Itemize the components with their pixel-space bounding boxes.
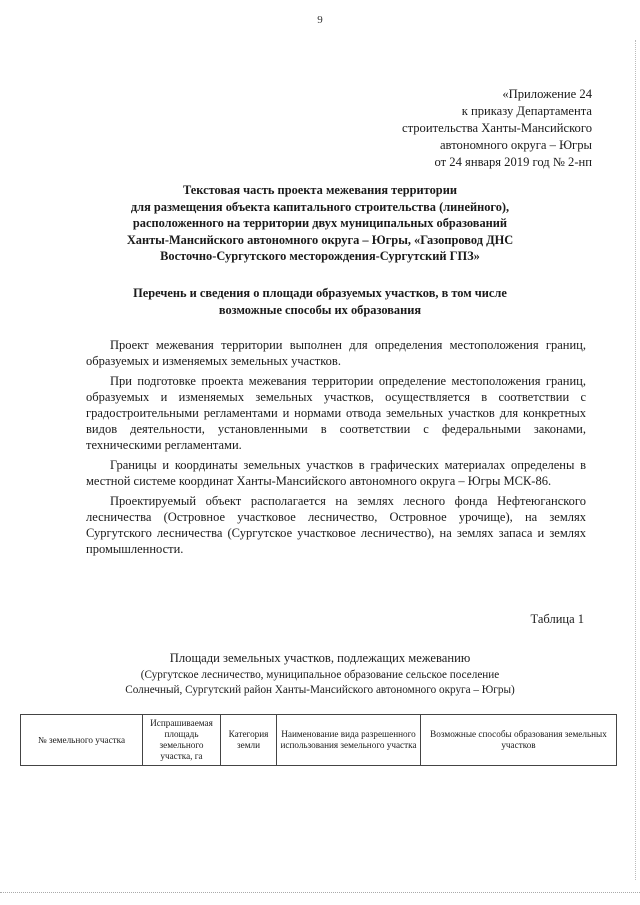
table-note-line: (Сургутское лесничество, муниципальное образование сельское поселение	[140, 669, 500, 681]
header-requested-area: Испрашиваемая площадь земельного участка, га	[143, 715, 221, 766]
table-note-line: Солнечный, Сургутский район Ханты-Мансийского автономного округа – Югры)	[125, 683, 515, 696]
heading-line: Перечень и сведения о площади образуемых участков, в том числе	[133, 286, 507, 300]
table-header-row	[21, 715, 617, 766]
body-text	[86, 337, 586, 561]
appendix-line: строительства Ханты-Мансийского	[401, 121, 592, 135]
table-title: Площади земельных участков, подлежащих межеванию	[169, 651, 471, 665]
document-title	[60, 182, 580, 265]
page-number: 9	[317, 14, 323, 26]
title-line: для размещения объекта капитального строительства (линейного),	[130, 199, 510, 214]
heading-line: возможные способы их образования	[218, 302, 422, 317]
parcels-table	[20, 714, 617, 766]
paragraph: При подготовке проекта межевания территории определение местоположения границ, образуемых и изменяемых земельных участков, осуществляется в соответствии с градостроительными регламентами и нормами отвода земельных участков для конкретных видов деятельности, установленными в соответствии с федеральными законами, техническими регламентами.	[86, 374, 586, 452]
title-line: расположенного на территории двух муниципальных образований	[132, 216, 508, 230]
section-heading	[60, 285, 580, 318]
title-line: Восточно-Сургутского месторождения-Сургутский ГПЗ»	[160, 249, 480, 263]
title-line: Текстовая часть проекта межевания территории	[183, 183, 457, 197]
paragraph: Границы и координаты земельных участков в графических материалах определены в местной системе координат Ханты-Мансийского автономного округа – Югры МСК-86.	[86, 458, 586, 488]
paragraph: Проектируемый объект располагается на землях лесного фонда Нефтеюганского лесничества (Островное участковое лесничество, Островное урочище), на землях Сургутского лесничества (Сургутское участковое лесничество), на землях запаса и землях промышленности.	[86, 494, 586, 556]
scan-edge-marks	[633, 40, 636, 880]
title-line: Ханты-Мансийского автономного округа – Югры, «Газопровод ДНС	[126, 232, 514, 247]
header-permitted-use: Наименование вида разрешенного использования земельного участка	[277, 715, 421, 766]
appendix-line: от 24 января 2019 год № 2-нп	[434, 155, 592, 169]
appendix-line: «Приложение 24	[502, 87, 592, 101]
appendix-reference	[292, 86, 592, 171]
header-parcel-number: № земельного участка	[21, 715, 143, 766]
appendix-line: к приказу Департамента	[461, 104, 592, 118]
appendix-line: автономного округа – Югры	[439, 138, 592, 152]
scan-bottom-edge	[0, 892, 640, 893]
table-note	[60, 668, 580, 697]
header-formation-methods: Возможные способы образования земельных участков	[421, 715, 617, 766]
table-label: Таблица 1	[530, 612, 584, 626]
paragraph: Проект межевания территории выполнен для определения местоположения границ, образуемых и изменяемых земельных участков.	[86, 338, 586, 368]
header-land-category: Категория земли	[221, 715, 277, 766]
